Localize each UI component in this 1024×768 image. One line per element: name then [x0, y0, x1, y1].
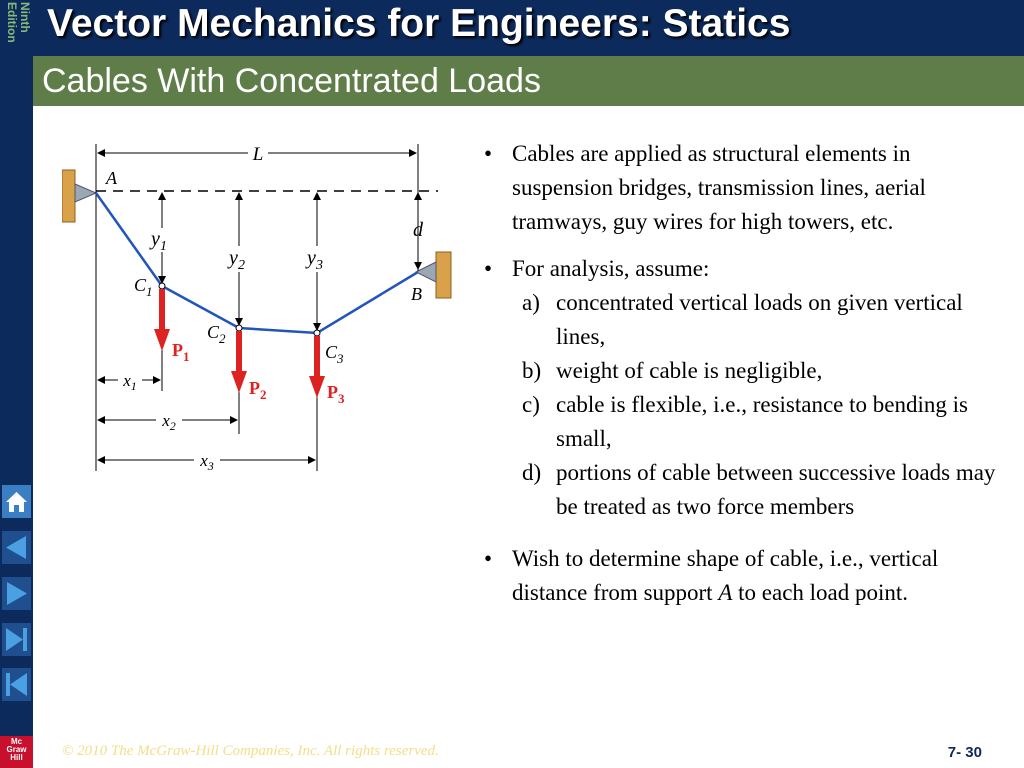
next-icon — [2, 577, 31, 610]
course-title: Vector Mechanics for Engineers: Statics — [47, 2, 791, 45]
left-support — [62, 170, 96, 222]
label-P1: $P_1$ — [172, 340, 190, 364]
label-y2: $y_2$ — [229, 247, 245, 273]
bullet-item — [484, 137, 1004, 239]
cable-line — [96, 193, 418, 333]
label-A: A — [106, 168, 117, 188]
edition-line1: Ninth — [18, 2, 32, 33]
label-B: B — [411, 284, 422, 304]
label-L: L — [252, 144, 264, 165]
bullet-item: • Wish to determine shape of cable, i.e., vertical distance from support A to each load point. — [484, 542, 1004, 610]
load-P2 — [231, 331, 247, 393]
sub-item: b) weight of cable is negligible, — [522, 358, 823, 383]
sub-item: d) portions of cable between successive loads may be treated as two force members — [522, 460, 996, 519]
load-P1 — [154, 289, 170, 351]
sub-item: a) concentrated vertical loads on given vertical lines, — [522, 290, 963, 349]
bullet-item — [484, 252, 1004, 286]
label-P3: $P_3$ — [327, 382, 345, 406]
mcgraw-hill-logo: Mc Graw Hill — [0, 736, 33, 768]
label-C2: $C_2$ — [207, 322, 226, 346]
title-bar — [33, 0, 1024, 56]
home-icon — [2, 485, 31, 518]
slide-title: Cables With Concentrated Loads — [42, 62, 541, 100]
label-x1: $x_1$ — [123, 371, 137, 393]
page-number: 7- 30 — [947, 744, 982, 761]
sub-item: c) cable is flexible, i.e., resistance to bending is small, — [522, 392, 968, 451]
cable-diagram — [62, 136, 462, 481]
last-slide-button[interactable] — [2, 623, 31, 656]
bullet-dot: • — [484, 546, 493, 571]
first-slide-button[interactable] — [2, 668, 31, 701]
previous-icon — [2, 531, 31, 564]
next-button[interactable] — [2, 577, 31, 610]
label-P2: $P_2$ — [249, 378, 267, 402]
label-y1: $y_1$ — [151, 228, 167, 254]
bullet-text: Cables are applied as structural elements in suspension bridges, transmission lines, aerial tramways, guy wires for high towers, etc. — [512, 141, 926, 234]
bullet-dot: • — [484, 141, 493, 166]
edition-line2: Edition — [5, 2, 19, 43]
label-y3: $y_3$ — [307, 247, 323, 273]
load-P3 — [309, 336, 325, 398]
home-button[interactable] — [2, 485, 31, 518]
copyright-text: © 2010 The McGraw-Hill Companies, Inc. All rights reserved. — [62, 743, 439, 759]
previous-button[interactable] — [2, 531, 31, 564]
label-x2: $x_2$ — [162, 411, 176, 433]
label-C1: $C_1$ — [134, 275, 153, 299]
subtitle-bar — [33, 56, 1024, 106]
edition-label — [0, 0, 33, 62]
bullet-text: For analysis, assume: — [512, 256, 710, 281]
bullet-dot: • — [484, 256, 493, 281]
bullet-list — [484, 137, 1004, 610]
last-icon — [2, 623, 31, 656]
label-C3: $C_3$ — [325, 342, 344, 366]
label-d: d — [413, 219, 423, 241]
first-icon — [2, 668, 31, 701]
label-x3: $x_3$ — [200, 451, 214, 473]
